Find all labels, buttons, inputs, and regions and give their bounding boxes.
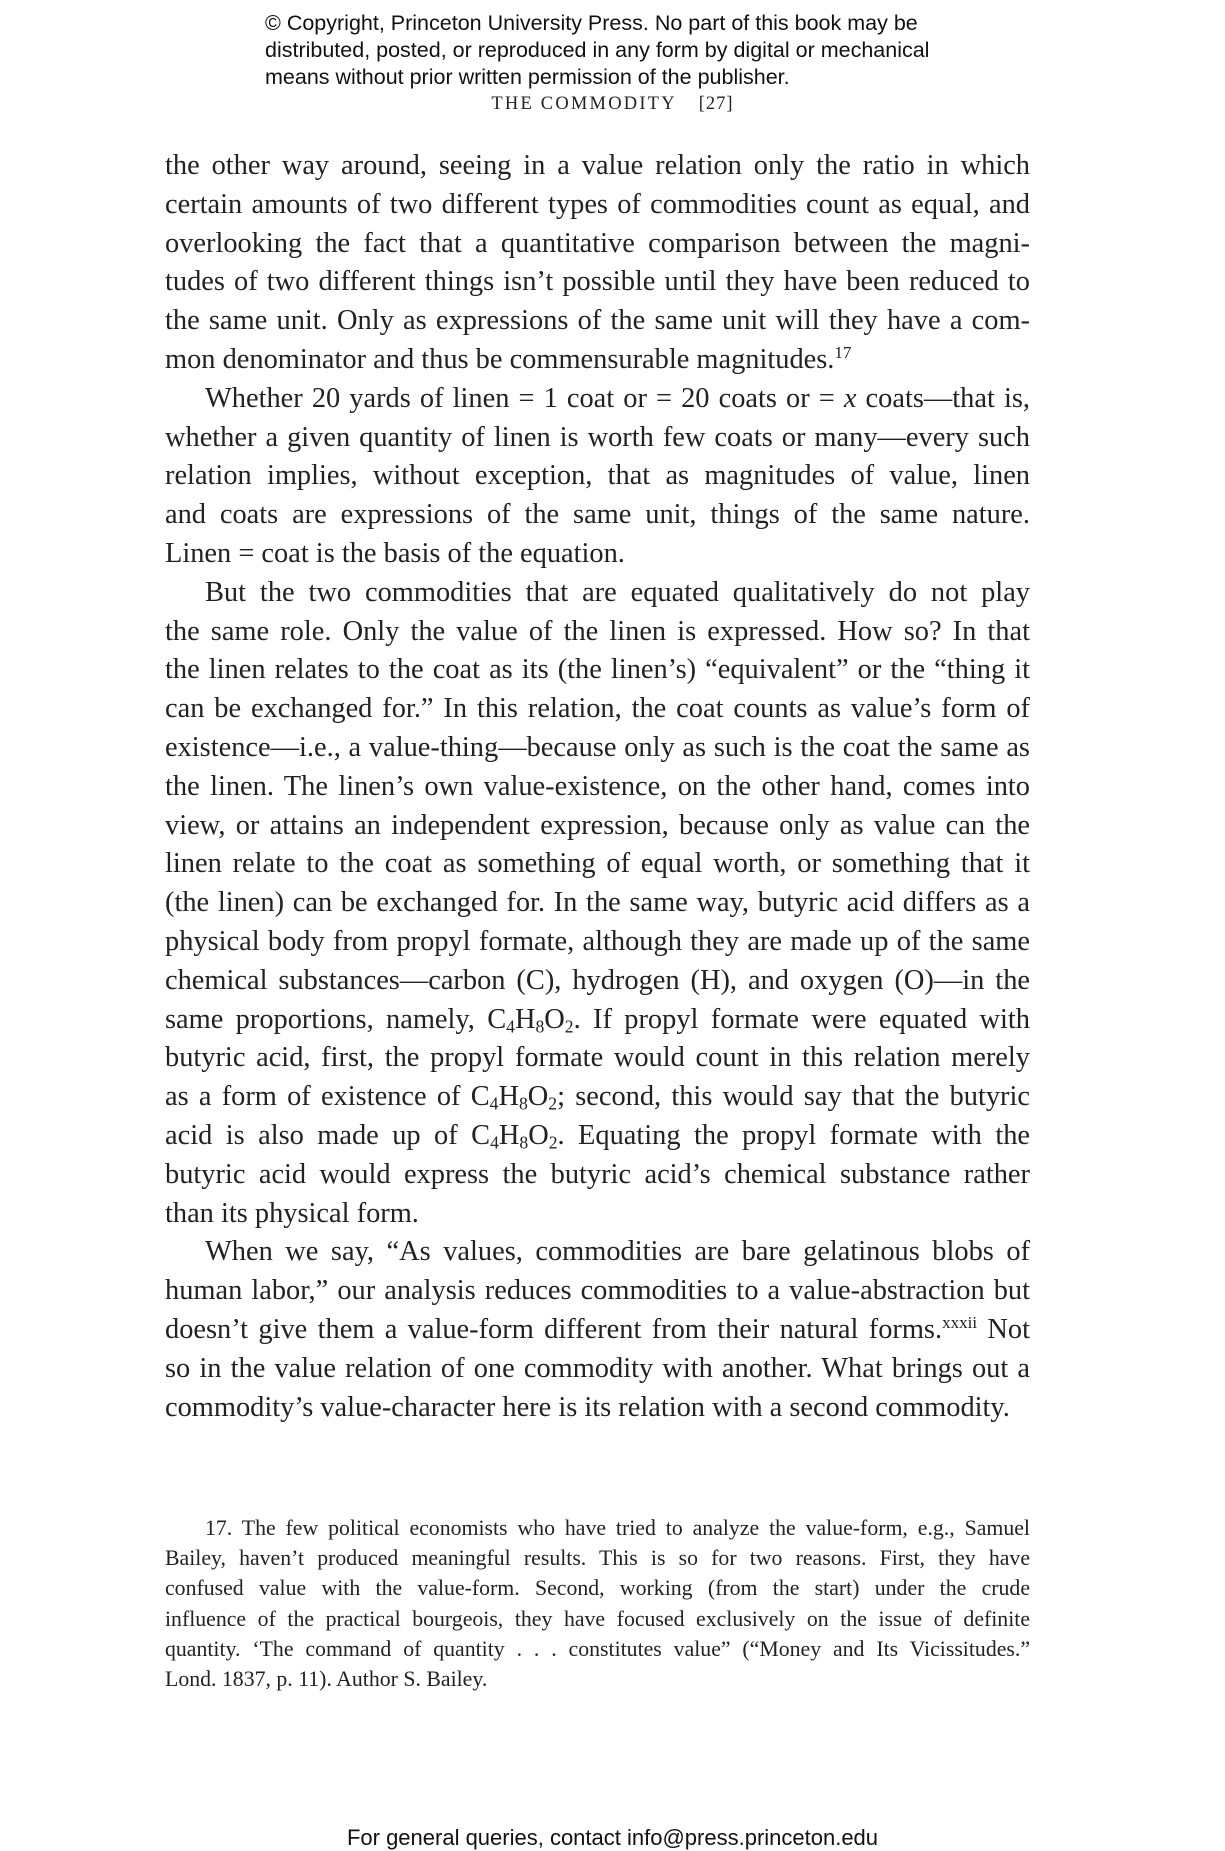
footnote-line	[165, 1573, 1030, 1603]
body-line	[165, 651, 1030, 690]
element-count: 2	[548, 1093, 558, 1114]
line-text: tudes of two different things isn’t possible until they have been reduced to	[165, 266, 1030, 298]
element-count: 4	[490, 1132, 499, 1153]
line-text: confused value with the value-form. Second, working (from the start) under the crude	[165, 1576, 1030, 1601]
footnote-line	[165, 1543, 1030, 1573]
body-line	[165, 923, 1030, 962]
body-line	[165, 1233, 1030, 1272]
element-count: 8	[518, 1093, 528, 1114]
line-text: Lond. 1837, p. 11). Author S. Bailey.	[165, 1667, 488, 1692]
body-line	[165, 1039, 1030, 1078]
footnotes	[165, 1513, 1030, 1694]
line-text: so in the value relation of one commodity with another. What brings out a	[165, 1352, 1030, 1384]
line-text-continued: . If propyl formate were equated with	[573, 1003, 1031, 1035]
line-text: linen relate to the coat as something of equal worth, or something that it	[165, 848, 1030, 880]
element-symbol: H	[498, 1119, 520, 1151]
body-line	[165, 884, 1030, 923]
line-text: than its physical form.	[165, 1197, 419, 1229]
line-text: chemical substances—carbon (C), hydrogen (H), and oxygen (O)—in the	[165, 964, 1030, 996]
line-text: the same unit. Only as expressions of the same unit will they have a com-	[165, 305, 1030, 337]
body-line	[165, 1389, 1030, 1428]
body-line	[165, 807, 1030, 846]
line-text: the other way around, seeing in a value relation only the ratio in which	[165, 150, 1030, 181]
body-line	[165, 574, 1030, 613]
body-line	[165, 535, 1030, 574]
line-text: existence—i.e., a value-thing—because only as such is the coat the same as	[165, 731, 1030, 763]
element-count: 8	[519, 1132, 529, 1153]
element-symbol: O	[544, 1003, 565, 1035]
element-count: 4	[489, 1093, 499, 1114]
line-text: same proportions, namely,	[165, 1003, 488, 1035]
body-line	[165, 147, 1030, 186]
body-line	[165, 380, 1030, 419]
footnote-line	[165, 1634, 1030, 1664]
line-text: mon denominator and thus be commensurable magnitudes.	[165, 343, 835, 375]
element-symbol: C	[471, 1119, 491, 1151]
line-text: and coats are expressions of the same unit, things of the same nature.	[165, 499, 1030, 531]
line-text: acid is also made up of	[165, 1119, 472, 1151]
element-count: 4	[506, 1015, 515, 1036]
line-text: Linen = coat is the basis of the equation.	[165, 537, 625, 569]
body-line	[165, 768, 1030, 807]
body-line	[165, 1078, 1030, 1117]
body-line	[165, 845, 1030, 884]
line-text: human labor,” our analysis reduces commodities to a value-abstraction but	[165, 1275, 1030, 1307]
line-text: view, or attains an independent expression, because only as value can the	[165, 809, 1030, 841]
body-line	[165, 496, 1030, 535]
element-symbol: H	[498, 1081, 519, 1113]
line-text-continued: coats—that is,	[856, 382, 1030, 414]
body-line	[165, 419, 1030, 458]
chemical-formula	[471, 1120, 557, 1151]
line-text: 17. The few political economists who have tried to analyze the value-form, e.g., Samuel	[205, 1516, 1030, 1540]
copyright-line: means without prior written permission of the publisher.	[265, 65, 790, 89]
body-line	[165, 1156, 1030, 1195]
footer-contact: For general queries, contact info@press.princeton.edu	[346, 1825, 879, 1850]
page-number: [27]	[698, 94, 734, 114]
line-text: certain amounts of two different types of commodities count as equal, and	[165, 188, 1030, 220]
note-reference: xxxii	[942, 1312, 978, 1332]
line-text: butyric acid would express the butyric acid’s chemical substance rather	[165, 1158, 1030, 1190]
line-text-continued: Not	[977, 1313, 1031, 1345]
body-line	[165, 341, 1030, 380]
running-head	[0, 94, 1225, 115]
line-text: physical body from propyl formate, although they are made up of the same	[165, 925, 1030, 957]
line-text: quantity. ‘The command of quantity . . . constitutes value” (“Money and Its Vicissitudes.”	[165, 1636, 1030, 1661]
body-line	[165, 263, 1030, 302]
element-symbol: C	[470, 1081, 490, 1113]
body-line	[165, 962, 1030, 1001]
running-head-title: THE COMMODITY	[491, 94, 677, 114]
footnote-line	[165, 1513, 1030, 1543]
copyright-line: © Copyright, Princeton University Press. No part of this book may be	[265, 11, 918, 35]
line-text: the same role. Only the value of the linen is expressed. How so? In that	[165, 615, 1030, 647]
body-line	[165, 457, 1030, 496]
line-text: (the linen) can be exchanged for. In the same way, butyric acid differs as a	[165, 887, 1030, 919]
line-text: commodity’s value-character here is its relation with a second commodity.	[165, 1391, 1010, 1423]
math-variable: x	[843, 382, 857, 414]
line-text: butyric acid, first, the propyl formate would count in this relation merely	[165, 1042, 1030, 1074]
element-symbol: O	[527, 1081, 549, 1113]
footnote-line	[165, 1604, 1030, 1634]
line-text: as a form of existence of	[165, 1081, 471, 1113]
body-line	[165, 729, 1030, 768]
line-text: Bailey, haven’t produced meaningful results. This is so for two reasons. First, they have	[165, 1546, 1030, 1571]
note-reference: 17	[834, 342, 852, 362]
footnote-line	[165, 1664, 1030, 1694]
line-text: whether a given quantity of linen is worth few coats or many—every such	[165, 421, 1030, 453]
body-line	[165, 186, 1030, 225]
line-text-continued: . Equating the propyl formate with the	[557, 1119, 1030, 1151]
element-symbol: H	[514, 1003, 536, 1035]
body-line	[165, 302, 1030, 341]
line-text: But the two commodities that are equated qualitatively do not play	[205, 576, 1030, 608]
line-text: overlooking the fact that a quantitative comparison between the magni-	[165, 227, 1030, 259]
line-text: influence of the practical bourgeois, they have focused exclusively on the issue of definite	[165, 1606, 1030, 1631]
line-text: can be exchanged for.” In this relation, the coat counts as value’s form of	[165, 693, 1030, 725]
line-text: Whether 20 yards of linen = 1 coat or = 20 coats or =	[205, 382, 844, 414]
line-text: When we say, “As values, commodities are bare gelatinous blobs of	[205, 1236, 1030, 1268]
line-text-continued: ; second, this would say that the butyric	[557, 1081, 1030, 1113]
element-count: 2	[548, 1132, 558, 1153]
element-symbol: O	[528, 1119, 549, 1151]
body-line	[165, 225, 1030, 264]
line-text: the linen relates to the coat as its (the linen’s) “equivalent” or the “thing it	[165, 654, 1030, 686]
chemical-formula	[471, 1081, 557, 1112]
element-symbol: C	[487, 1003, 507, 1035]
copyright-line: distributed, posted, or reproduced in any form by digital or mechanical	[265, 38, 930, 62]
element-count: 2	[564, 1015, 574, 1036]
body-line	[165, 1350, 1030, 1389]
body-line	[165, 1117, 1030, 1156]
line-text: relation implies, without exception, that as magnitudes of value, linen	[165, 460, 1030, 492]
body-line	[165, 1001, 1030, 1040]
line-text: doesn’t give them a value-form different from their natural forms.	[165, 1313, 943, 1345]
line-text: the linen. The linen’s own value-existence, on the other hand, comes into	[165, 770, 1030, 802]
body-line	[165, 1272, 1030, 1311]
body-line	[165, 613, 1030, 652]
chemical-formula	[487, 1004, 573, 1035]
body-line	[165, 1311, 1030, 1350]
element-count: 8	[535, 1015, 545, 1036]
body-line	[165, 690, 1030, 729]
body-line	[165, 1195, 1030, 1234]
body-text	[165, 147, 1030, 1427]
copyright-notice	[265, 10, 1025, 91]
